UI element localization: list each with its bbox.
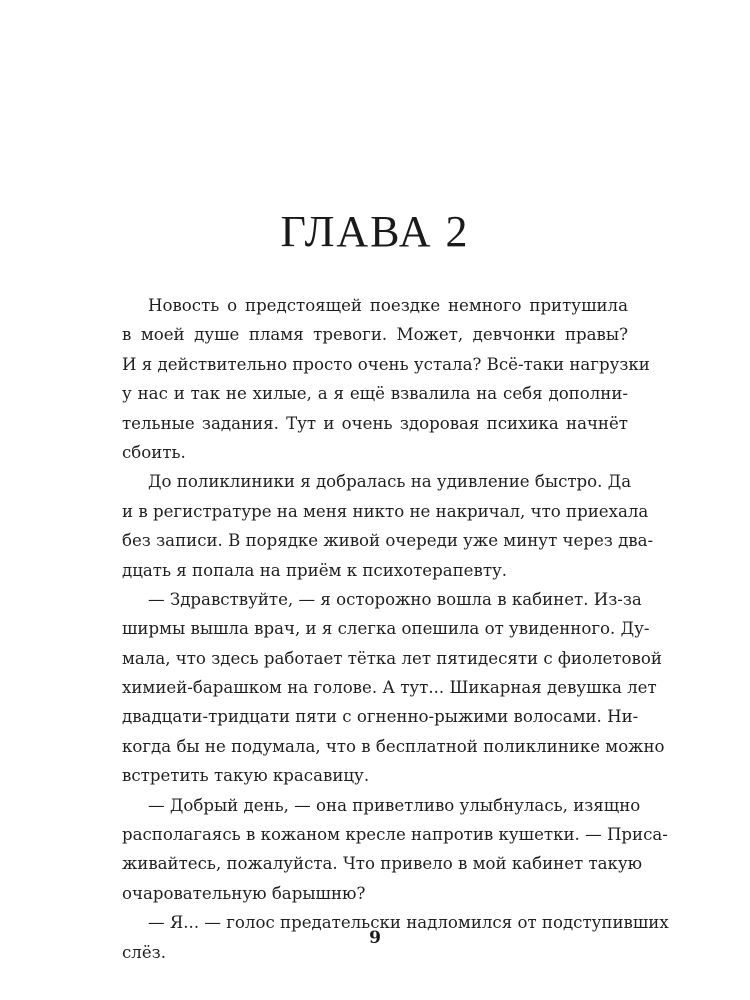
text-line: мала, что здесь работает тётка лет пятидесяти с фиолетовой	[122, 648, 662, 668]
text-line: и в регистратуре на меня никто не накричал, что приехала	[122, 501, 649, 521]
page-number: 9	[369, 928, 381, 948]
text-line: Новость о предстоящей поездке немного притушила	[148, 296, 628, 315]
text-line: в моей душе пламя тревоги. Может, девчонки правы?	[122, 325, 628, 345]
text-line: — Здравствуйте, — я осторожно вошла в кабинет. Из-за	[148, 589, 642, 609]
text-line: химией-барашком на голове. А тут... Шикарная девушка лет	[122, 678, 657, 698]
text-line: — Я... — голос предательски надломился от подступивших	[148, 913, 669, 933]
text-line: у нас и так не хилые, а я ещё взвалила на себя дополни-	[122, 384, 628, 404]
text-line: очаровательную барышню?	[122, 883, 366, 903]
text-line: ширмы вышла врач, и я слегка опешила от увиденного. Ду-	[122, 619, 650, 639]
text-line: живайтесь, пожалуйста. Что привело в мой кабинет такую	[122, 854, 643, 874]
text-line: без записи. В порядке живой очереди уже минут через два-	[122, 531, 654, 551]
text-line: До поликлиники я добралась на удивление быстро. Да	[148, 472, 632, 492]
chapter-title: ГЛАВА 2	[280, 207, 470, 256]
text-line: сбоить.	[122, 442, 186, 462]
text-line: — Добрый день, — она приветливо улыбнулась, изящно	[148, 795, 641, 815]
text-line: И я действительно просто очень устала? Всё-таки нагрузки	[122, 354, 650, 374]
text-line: встретить такую красавицу.	[122, 766, 370, 786]
text-line: когда бы не подумала, что в бесплатной поликлинике можно	[122, 736, 665, 756]
text-line: располагаясь в кожаном кресле напротив кушетки. — Приса-	[122, 825, 668, 845]
text-line: тельные задания. Тут и очень здоровая психика начнёт	[122, 413, 628, 433]
body-text	[122, 291, 669, 967]
text-line: слёз.	[122, 942, 166, 962]
text-line: дцать я попала на приём к психотерапевту.	[122, 560, 508, 580]
text-line: двадцати-тридцати пяти с огненно-рыжими волосами. Ни-	[122, 707, 639, 727]
